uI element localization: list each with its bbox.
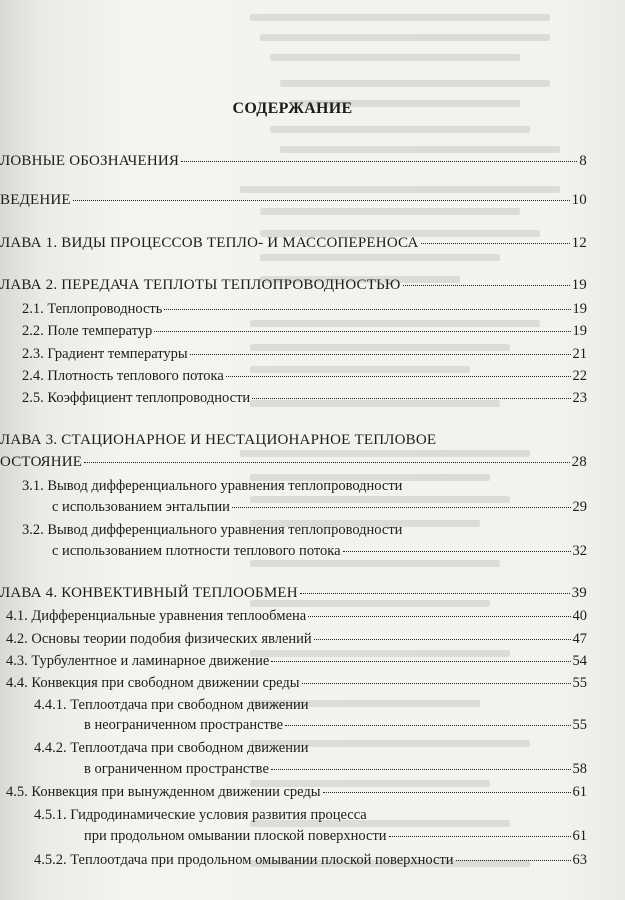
toc-entry-label: ЛАВА 4. КОНВЕКТИВНЫЙ ТЕПЛООБМЕН [0,585,298,601]
toc-entry-label: 4.5. Конвекция при вынужденном движении среды [6,784,321,800]
toc-entry-label: ЛОВНЫЕ ОБОЗНАЧЕНИЯ [0,153,180,169]
dot-leader [389,836,571,837]
toc-entry-4-4-1-line1[interactable]: 4.4.1. Теплоотдача при свободном движении [34,697,309,713]
toc-page-number: 8 [579,153,587,169]
dot-leader [285,725,570,726]
toc-entry-3-1-line1[interactable]: 3.1. Вывод дифференциального уравнения теплопроводности [22,478,403,494]
toc-page-number: 61 [572,784,587,800]
toc-entry-label: 2.3. Градиент температуры [22,346,188,362]
toc-entry-introduction[interactable] [0,191,587,209]
toc-page-number: 54 [572,653,587,669]
toc-page-number: 12 [571,235,587,251]
toc-page-number: 61 [572,828,587,844]
toc-page-number: 63 [572,852,587,868]
toc-page-number: 22 [572,368,587,384]
dot-leader [154,331,570,332]
dot-leader [308,616,570,617]
dot-leader [190,354,571,355]
toc-entry-label: с использованием энтальпии [52,499,230,515]
toc-entry-label: ЛАВА 2. ПЕРЕДАЧА ТЕПЛОТЫ ТЕПЛОПРОВОДНОСТЬЮ [0,277,401,293]
toc-entry-label: 4.1. Дифференциальные уравнения теплообмена [6,608,307,624]
dot-leader [226,376,571,377]
dot-leader [456,860,571,861]
toc-entry-4-5-1-line1[interactable]: 4.5.1. Гидродинамические условия развития процесса [34,807,367,823]
toc-entry-symbols[interactable] [0,152,587,170]
toc-entry-4-5-2[interactable] [34,851,587,869]
toc-page-number: 39 [571,585,587,601]
toc-entry-label: в неограниченном пространстве [84,717,284,733]
dot-leader [271,661,570,662]
toc-entry-chapter-3-line1[interactable]: ЛАВА 3. СТАЦИОНАРНОЕ И НЕСТАЦИОНАРНОЕ ТЕПЛОВОЕ [0,432,437,448]
toc-entry-label: ЛАВА 1. ВИДЫ ПРОЦЕССОВ ТЕПЛО- И МАССОПЕРЕНОСА [0,235,419,251]
toc-page-number: 55 [572,717,587,733]
toc-page-number: 10 [571,192,587,208]
toc-entry-label: 4.4. Конвекция при свободном движении среды [6,675,300,691]
toc-page-number: 55 [572,675,587,691]
toc-entry-4-5-1[interactable] [84,827,587,845]
toc-entry-4-1[interactable] [6,607,587,625]
toc-entry-4-2[interactable] [6,630,587,648]
toc-page-number: 21 [572,346,587,362]
dot-leader [232,507,571,508]
toc-entry-label: при продольном омывании плоской поверхности [84,828,387,844]
toc-page-number: 29 [572,499,587,515]
dot-leader [403,285,570,286]
toc-entry-chapter-1[interactable] [0,234,587,252]
toc-page-number: 40 [572,608,587,624]
dot-leader [84,462,569,463]
toc-page-number: 58 [572,761,587,777]
dot-leader [343,551,571,552]
toc-entry-2-2[interactable] [22,322,587,340]
toc-entry-2-5[interactable] [22,389,587,407]
toc-entry-label: ОСТОЯНИЕ [0,454,83,470]
dot-leader [271,769,571,770]
toc-entry-label: 2.4. Плотность теплового потока [22,368,224,384]
toc-entry-label: 2.5. Коэффициент теплопроводности [22,390,251,406]
toc-entry-label: ВЕДЕНИЕ [0,192,71,208]
toc-entry-4-4[interactable] [6,674,587,692]
toc-entry-label: 4.3. Турбулентное и ламинарное движение [6,653,270,669]
dot-leader [73,200,570,201]
toc-entry-4-4-2-line1[interactable]: 4.4.2. Теплоотдача при свободном движении [34,740,309,756]
toc-entry-label: 2.1. Теплопроводность [22,301,163,317]
dot-leader [323,792,571,793]
toc-page-number: 19 [572,323,587,339]
toc-entry-label: 4.5.2. Теплоотдача при продольном омывании плоской поверхности [34,852,454,868]
toc-entry-4-5[interactable] [6,783,587,801]
toc-title: СОДЕРЖАНИЕ [232,100,353,117]
toc-entry-chapter-2[interactable] [0,276,587,294]
toc-page-number: 47 [572,631,587,647]
toc-page-number: 23 [572,390,587,406]
toc-entry-3-1[interactable] [52,498,587,516]
toc-entry-label: 4.2. Основы теории подобия физических явлений [6,631,312,647]
toc-entry-2-4[interactable] [22,367,587,385]
toc-entry-3-2-line1[interactable]: 3.2. Вывод дифференциального уравнения теплопроводности [22,522,403,538]
dot-leader [300,593,570,594]
dot-leader [252,398,570,399]
toc-entry-label: в ограниченном пространстве [84,761,269,777]
toc-page-number: 32 [572,543,587,559]
toc-entry-4-4-1[interactable] [84,716,587,734]
dot-leader [302,683,571,684]
toc-entry-chapter-4[interactable] [0,584,587,602]
toc-entry-4-4-2[interactable] [84,760,587,778]
toc-page-number: 19 [571,277,587,293]
toc-page-number: 19 [572,301,587,317]
toc-entry-label: 2.2. Поле температур [22,323,153,339]
toc-entry-label: с использованием плотности теплового потока [52,543,341,559]
toc-page-number: 28 [571,454,587,470]
toc-entry-chapter-3[interactable] [0,453,587,471]
dot-leader [164,309,570,310]
dot-leader [314,639,571,640]
toc-entry-4-3[interactable] [6,652,587,670]
dot-leader [421,243,570,244]
toc-entry-3-2[interactable] [52,542,587,560]
dot-leader [181,161,577,162]
toc-entry-2-1[interactable] [22,300,587,318]
toc-entry-2-3[interactable] [22,345,587,363]
